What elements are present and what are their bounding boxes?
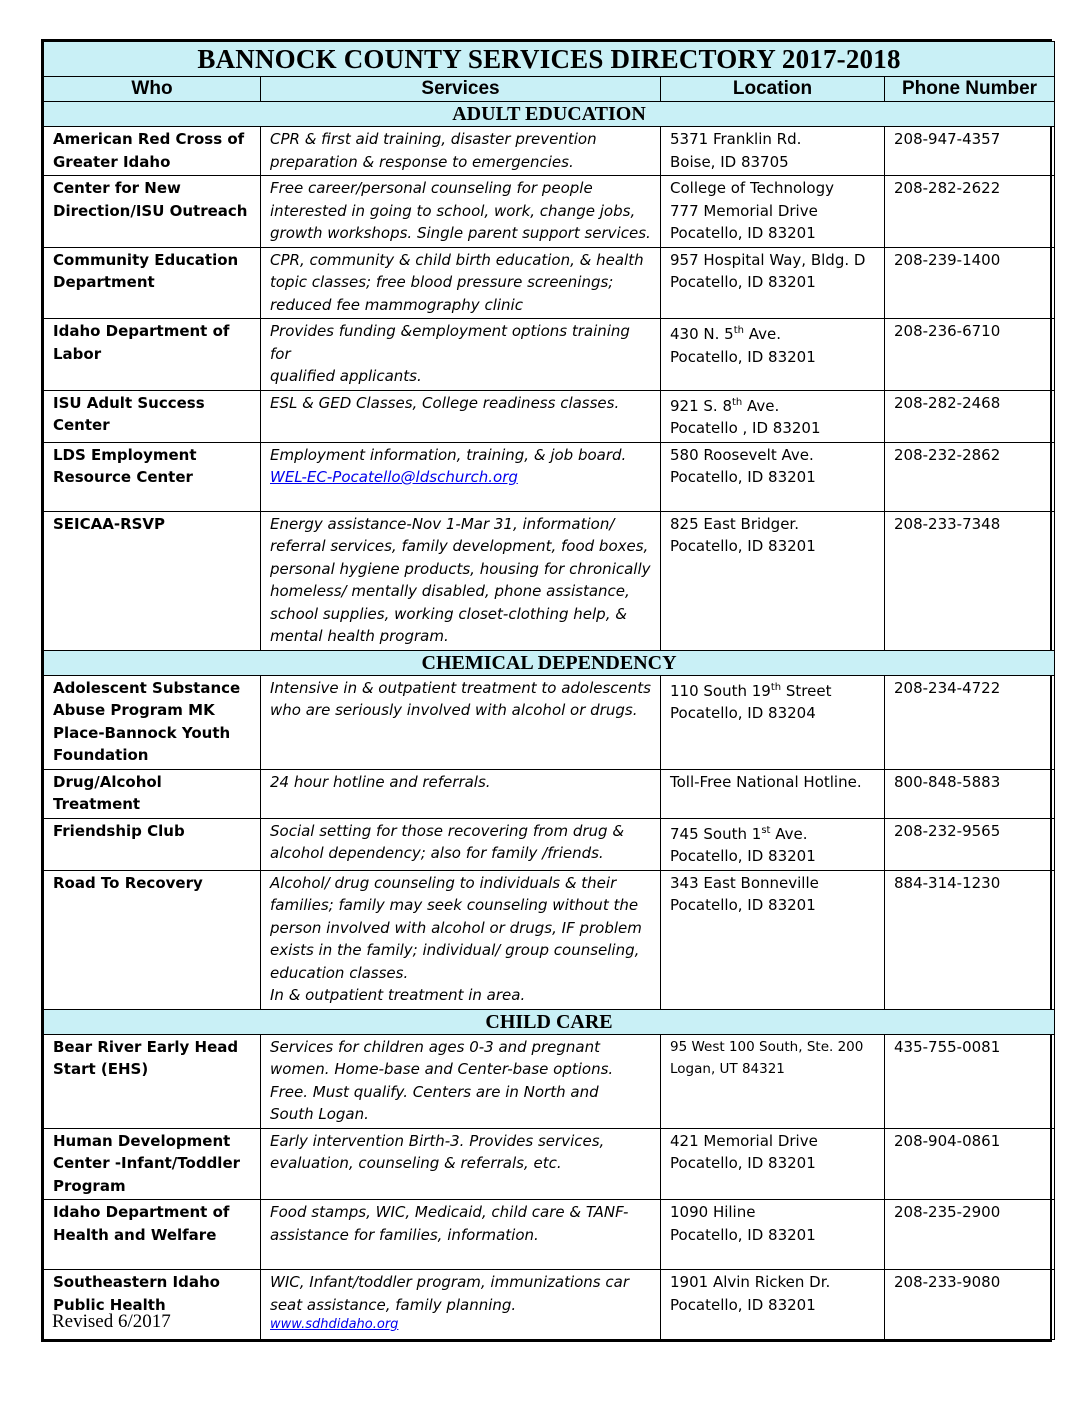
location-address: 5371 Franklin Rd. Boise, ID 83705 (661, 127, 885, 176)
provider-name: Friendship Club (44, 818, 261, 870)
provider-name: Center for New Direction/ISU Outreach (44, 176, 261, 248)
services-text: Employment information, training, & job board. (270, 445, 627, 464)
table-row (44, 818, 1055, 870)
section-title: CHILD CARE (44, 1009, 1055, 1034)
location-address: College of Technology 777 Memorial Drive Pocatello, ID 83201 (661, 176, 885, 248)
phone-number: 208-947-4357 (885, 127, 1055, 176)
phone-number: 208-904-0861 (885, 1128, 1055, 1200)
services-description: ESL & GED Classes, College readiness classes. (261, 390, 661, 442)
table-row (44, 390, 1055, 442)
table-row (44, 1270, 1055, 1340)
location-address: 95 West 100 South, Ste. 200 Logan, UT 84321 (661, 1034, 885, 1128)
location-address: 1090 Hiline Pocatello, ID 83201 (661, 1200, 885, 1270)
directory-sheet (41, 39, 1052, 1342)
contact-link[interactable]: www.sdhdidaho.org (270, 1317, 399, 1332)
phone-number: 208-236-6710 (885, 319, 1055, 391)
column-header-who: Who (44, 77, 261, 102)
table-row (44, 442, 1055, 511)
table-row (44, 319, 1055, 391)
location-address: 745 South 1st Ave. Pocatello, ID 83201 (661, 818, 885, 870)
phone-number: 208-234-4722 (885, 675, 1055, 769)
services-description (261, 442, 661, 511)
provider-name: Idaho Department of Labor (44, 319, 261, 391)
services-description: Intensive in & outpatient treatment to adolescents who are seriously involved with alcohol or drugs. (261, 675, 661, 769)
services-description: Food stamps, WIC, Medicaid, child care & TANF- assistance for families, information. (261, 1200, 661, 1270)
location-address: 430 N. 5th Ave. Pocatello, ID 83201 (661, 319, 885, 391)
provider-name: Southeastern Idaho Public Health (44, 1270, 261, 1340)
table-row (44, 769, 1055, 818)
services-description: CPR, community & child birth education, & health topic classes; free blood pressure screenings; reduced fee mammography clinic (261, 247, 661, 319)
phone-number: 208-233-9080 (885, 1270, 1055, 1340)
column-header-phone: Phone Number (885, 77, 1055, 102)
location-address: 580 Roosevelt Ave. Pocatello, ID 83201 (661, 442, 885, 511)
services-description: Social setting for those recovering from drug & alcohol dependency; also for family /friends. (261, 818, 661, 870)
table-row (44, 247, 1055, 319)
phone-number: 208-239-1400 (885, 247, 1055, 319)
provider-name: Human Development Center -Infant/Toddler Program (44, 1128, 261, 1200)
location-address: Toll-Free National Hotline. (661, 769, 885, 818)
section-title: CHEMICAL DEPENDENCY (44, 650, 1055, 675)
services-description: 24 hour hotline and referrals. (261, 769, 661, 818)
location-address: 921 S. 8th Ave. Pocatello , ID 83201 (661, 390, 885, 442)
phone-number: 435-755-0081 (885, 1034, 1055, 1128)
provider-name: Drug/Alcohol Treatment (44, 769, 261, 818)
provider-name: American Red Cross of Greater Idaho (44, 127, 261, 176)
location-address: 343 East Bonneville Pocatello, ID 83201 (661, 870, 885, 1009)
provider-name: Bear River Early Head Start (EHS) (44, 1034, 261, 1128)
location-address: 825 East Bridger. Pocatello, ID 83201 (661, 511, 885, 650)
services-description (261, 1270, 661, 1340)
provider-name: ISU Adult Success Center (44, 390, 261, 442)
provider-name: LDS Employment Resource Center (44, 442, 261, 511)
table-row (44, 511, 1055, 650)
services-description: Free career/personal counseling for people interested in going to school, work, change jobs, growth workshops. Single parent support services. (261, 176, 661, 248)
column-header-location: Location (661, 77, 885, 102)
section-title: ADULT EDUCATION (44, 102, 1055, 127)
location-address: 1901 Alvin Ricken Dr. Pocatello, ID 83201 (661, 1270, 885, 1340)
section-header-row (44, 1009, 1055, 1034)
directory-table (43, 41, 1055, 1340)
services-description: Services for children ages 0-3 and pregnant women. Home-base and Center-base options. Free. Must qualify. Centers are in North and South Logan. (261, 1034, 661, 1128)
table-row (44, 1128, 1055, 1200)
phone-number: 208-232-2862 (885, 442, 1055, 511)
location-address: 421 Memorial Drive Pocatello, ID 83201 (661, 1128, 885, 1200)
section-header-row (44, 650, 1055, 675)
phone-number: 208-232-9565 (885, 818, 1055, 870)
services-description: Provides funding &employment options training for qualified applicants. (261, 319, 661, 391)
page-title: BANNOCK COUNTY SERVICES DIRECTORY 2017-2018 (44, 42, 1055, 77)
table-row (44, 675, 1055, 769)
table-row (44, 870, 1055, 1009)
provider-name: Adolescent Substance Abuse Program MK Place-Bannock Youth Foundation (44, 675, 261, 769)
section-header-row (44, 102, 1055, 127)
column-header-row (44, 77, 1055, 102)
services-text: WIC, Infant/toddler program, immunizations car seat assistance, family planning. (270, 1273, 629, 1314)
table-row (44, 1200, 1055, 1270)
location-address: 110 South 19th Street Pocatello, ID 83204 (661, 675, 885, 769)
phone-number: 800-848-5883 (885, 769, 1055, 818)
table-row (44, 127, 1055, 176)
provider-name: Road To Recovery (44, 870, 261, 1009)
services-description: Early intervention Birth-3. Provides services, evaluation, counseling & referrals, etc. (261, 1128, 661, 1200)
provider-name: SEICAA-RSVP (44, 511, 261, 650)
table-row (44, 176, 1055, 248)
phone-number: 208-282-2622 (885, 176, 1055, 248)
revision-note: Revised 6/2017 (52, 1311, 171, 1332)
services-description: Alcohol/ drug counseling to individuals & their families; family may seek counseling without the person involved with alcohol or drugs, IF problem exists in the family; individual/ group counseling, education classes. In & outpatient treatment in area. (261, 870, 661, 1009)
provider-name: Idaho Department of Health and Welfare (44, 1200, 261, 1270)
location-address: 957 Hospital Way, Bldg. D Pocatello, ID 83201 (661, 247, 885, 319)
services-description: CPR & first aid training, disaster prevention preparation & response to emergencies. (261, 127, 661, 176)
phone-number: 208-282-2468 (885, 390, 1055, 442)
provider-name: Community Education Department (44, 247, 261, 319)
services-description: Energy assistance-Nov 1-Mar 31, information/ referral services, family development, food boxes, personal hygiene products, housing for chronically homeless/ mentally disabled, phone assistance, school supplies, working closet-clothing help, & mental health program. (261, 511, 661, 650)
phone-number: 208-233-7348 (885, 511, 1055, 650)
column-header-services: Services (261, 77, 661, 102)
contact-link[interactable]: WEL-EC-Pocatello@ldschurch.org (270, 468, 518, 486)
table-row (44, 1034, 1055, 1128)
phone-number: 208-235-2900 (885, 1200, 1055, 1270)
phone-number: 884-314-1230 (885, 870, 1055, 1009)
